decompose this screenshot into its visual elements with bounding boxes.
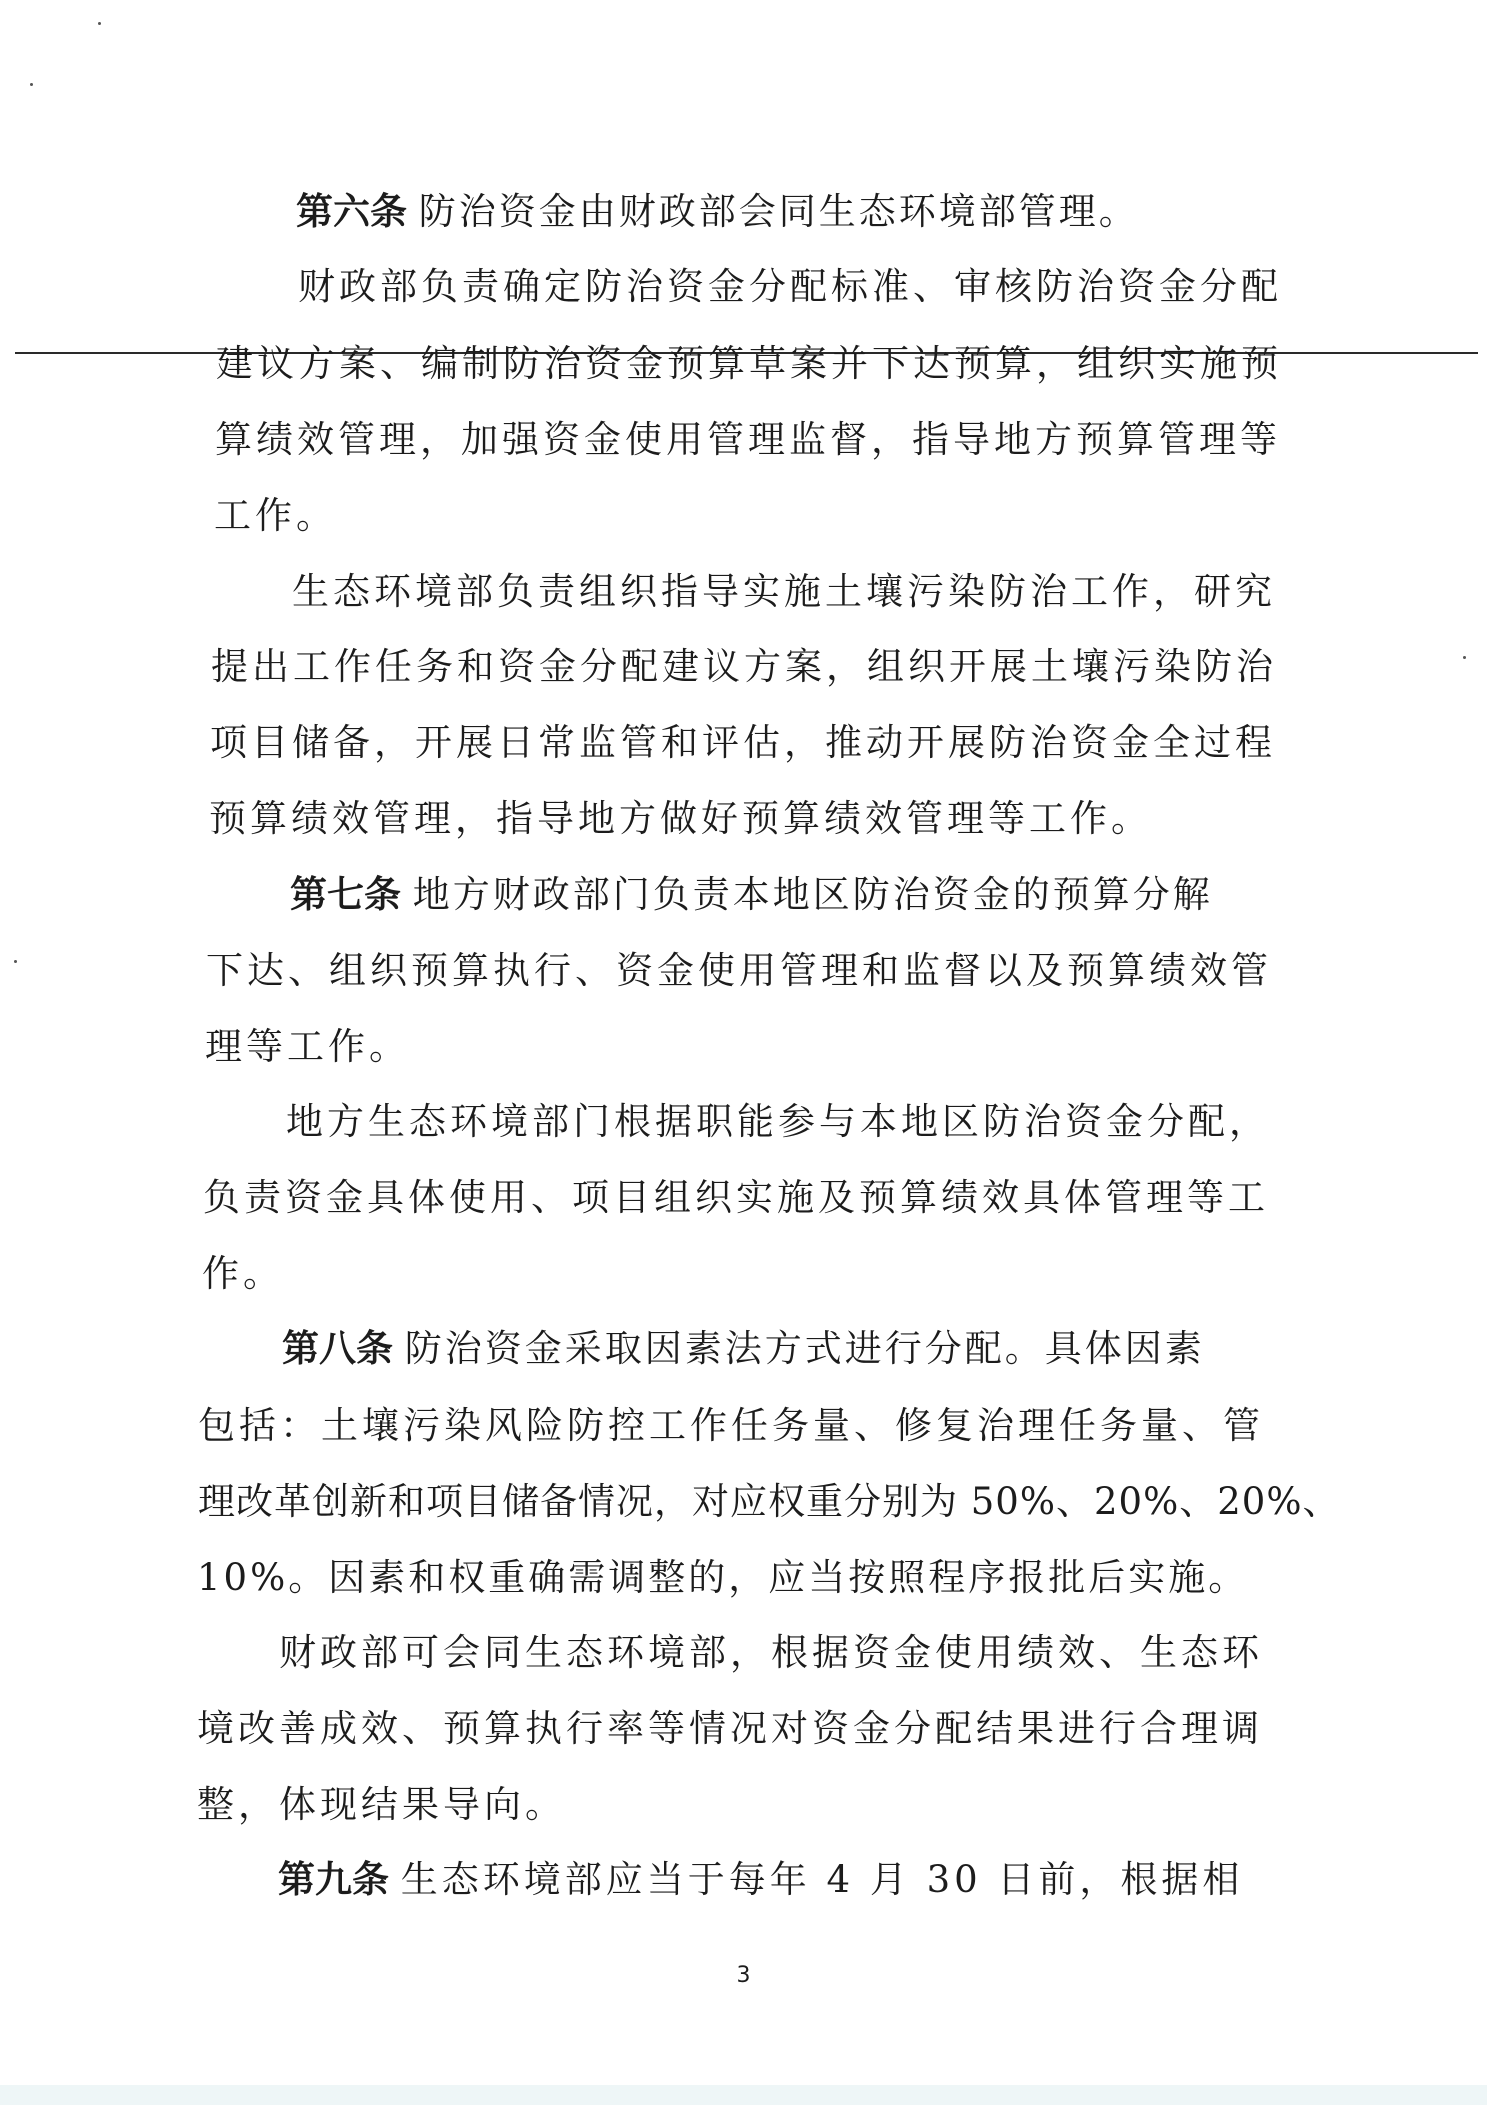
doc-line	[286, 1100, 1270, 1144]
article-heading: 第八条	[282, 1327, 393, 1370]
scan-bottom-edge	[0, 2085, 1487, 2105]
article-heading: 第七条	[290, 873, 401, 916]
line-text: 财政部负责确定防治资金分配标准、审核防治资金分配	[298, 265, 1282, 308]
page-number: 3	[736, 1963, 751, 1988]
line-text: 下达、组织预算执行、资金使用管理和监督以及预算绩效管	[206, 949, 1272, 992]
doc-line	[290, 873, 1213, 917]
article-heading: 第九条	[278, 1858, 389, 1901]
doc-line	[215, 418, 1281, 462]
scan-speck	[98, 22, 101, 25]
doc-line	[205, 1025, 410, 1069]
doc-line	[197, 1783, 566, 1827]
line-text: 提出工作任务和资金分配建议方案，组织开展土壤污染防治	[211, 645, 1277, 688]
line-text: 理改革创新和项目储备情况，对应权重分别为 50%、20%、20%、	[198, 1480, 1341, 1523]
line-text: 理等工作。	[205, 1025, 410, 1068]
article-heading: 第六条	[296, 190, 407, 233]
line-text: 算绩效管理，加强资金使用管理监督，指导地方预算管理等	[215, 418, 1281, 461]
doc-line	[198, 1480, 1340, 1524]
doc-line	[203, 1176, 1269, 1220]
line-text: 包括：土壤污染风险防控工作任务量、修复治理任务量、管	[198, 1404, 1264, 1447]
doc-line	[198, 1404, 1264, 1448]
doc-line	[216, 342, 1282, 386]
line-text: 整，体现结果导向。	[197, 1783, 566, 1826]
doc-line	[282, 1327, 1205, 1371]
line-text: 项目储备，开展日常监管和评估，推动开展防治资金全过程	[210, 721, 1276, 764]
line-text: 境改善成效、预算执行率等情况对资金分配结果进行合理调	[197, 1707, 1263, 1750]
doc-line	[202, 1252, 284, 1296]
scan-speck	[30, 83, 33, 86]
line-text: 负责资金具体使用、项目组织实施及预算绩效具体管理等工	[203, 1176, 1269, 1219]
doc-line	[298, 265, 1282, 309]
line-text: 地方生态环境部门根据职能参与本地区防治资金分配，	[286, 1100, 1270, 1143]
line-text: 财政部可会同生态环境部，根据资金使用绩效、生态环	[279, 1631, 1263, 1674]
line-text: 生态环境部负责组织指导实施土壤污染防治工作，研究	[292, 570, 1276, 613]
line-text: 工作。	[214, 494, 337, 537]
line-text: 作。	[202, 1252, 284, 1295]
line-text: 预算绩效管理，指导地方做好预算绩效管理等工作。	[209, 797, 1152, 840]
doc-line	[210, 721, 1276, 765]
line-text: 地方财政部门负责本地区防治资金的预算分解	[412, 873, 1213, 916]
doc-line	[296, 190, 1139, 234]
doc-line	[209, 797, 1152, 841]
line-text: 防治资金由财政部会同生态环境部管理。	[418, 190, 1139, 233]
line-text: 建议方案、编制防治资金预算草案并下达预算，组织实施预	[216, 342, 1282, 385]
doc-line	[197, 1707, 1263, 1751]
doc-line	[278, 1858, 1243, 1902]
doc-line	[211, 645, 1277, 689]
doc-line	[279, 1631, 1263, 1675]
doc-line	[214, 494, 337, 538]
line-text: 生态环境部应当于每年 4 月 30 日前，根据相	[400, 1858, 1244, 1901]
line-text: 10%。因素和权重确需调整的，应当按照程序报批后实施。	[197, 1556, 1249, 1599]
line-text: 防治资金采取因素法方式进行分配。具体因素	[404, 1327, 1205, 1370]
doc-line	[292, 570, 1276, 614]
scan-speck	[1463, 656, 1466, 659]
doc-line	[206, 949, 1272, 993]
scan-speck	[14, 960, 17, 963]
doc-line	[197, 1556, 1248, 1600]
